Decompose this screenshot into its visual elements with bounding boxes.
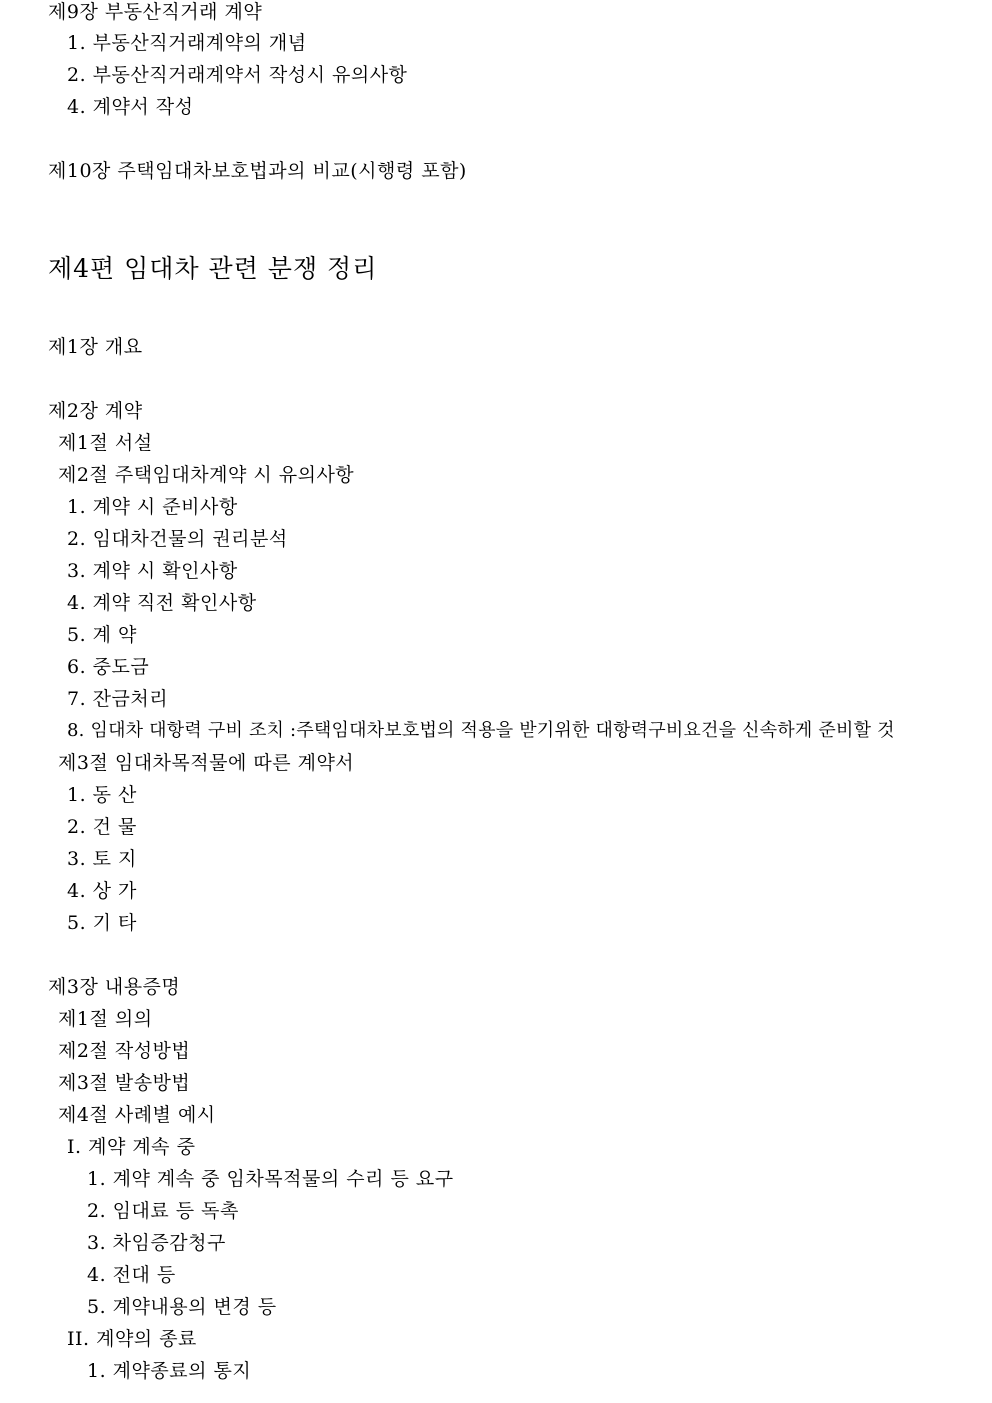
list-item: 4. 상 가 [67,880,137,902]
list-item: 1. 부동산직거래계약의 개념 [67,32,307,54]
section-heading: 제3절 임대차목적물에 따른 계약서 [58,752,355,774]
chapter-1-heading: 제1장 개요 [48,336,143,358]
list-item: 2. 건 물 [67,816,137,838]
list-item: 6. 중도금 [67,656,150,678]
list-item: 4. 전대 등 [87,1264,176,1286]
list-item: 2. 임대차건물의 권리분석 [67,528,288,550]
section-heading: 제2절 작성방법 [58,1040,191,1062]
part-4-title: 제4편 임대차 관련 분쟁 정리 [48,254,378,283]
list-item: 3. 차임증감청구 [87,1232,226,1254]
list-item: 4. 계약 직전 확인사항 [67,592,257,614]
section-heading: 제4절 사례별 예시 [58,1104,216,1126]
list-item: 4. 계약서 작성 [67,96,194,118]
roman-subheading: II. 계약의 종료 [67,1328,197,1350]
list-item: 1. 동 산 [67,784,137,806]
list-item: 3. 계약 시 확인사항 [67,560,238,582]
chapter-10-heading: 제10장 주택임대차보호법과의 비교(시행령 포함) [48,160,467,182]
section-heading: 제3절 발송방법 [58,1072,191,1094]
roman-subheading: I. 계약 계속 중 [67,1136,196,1158]
list-item: 5. 계약내용의 변경 등 [87,1296,277,1318]
list-item: 7. 잔금처리 [67,688,169,710]
chapter-9-heading: 제9장 부동산직거래 계약 [48,1,263,23]
section-heading: 제2절 주택임대차계약 시 유의사항 [58,464,355,486]
chapter-2-heading: 제2장 계약 [48,400,143,422]
list-item: 5. 기 타 [67,912,137,934]
section-heading: 제1절 서설 [58,432,153,454]
list-item: 2. 부동산직거래계약서 작성시 유의사항 [67,64,408,86]
list-item: 1. 계약 시 준비사항 [67,496,238,518]
section-heading: 제1절 의의 [58,1008,153,1030]
list-item: 5. 계 약 [67,624,137,646]
list-item: 1. 계약종료의 통지 [87,1360,252,1382]
list-item: 3. 토 지 [67,848,137,870]
list-item: 1. 계약 계속 중 임차목적물의 수리 등 요구 [87,1168,454,1190]
list-item: 2. 임대료 등 독촉 [87,1200,239,1222]
chapter-3-heading: 제3장 내용증명 [48,976,181,998]
list-item: 8. 임대차 대항력 구비 조치 :주택임대차보호법의 적용을 받기위한 대항력구비요건을 신속하게 준비할 것 [67,720,895,741]
